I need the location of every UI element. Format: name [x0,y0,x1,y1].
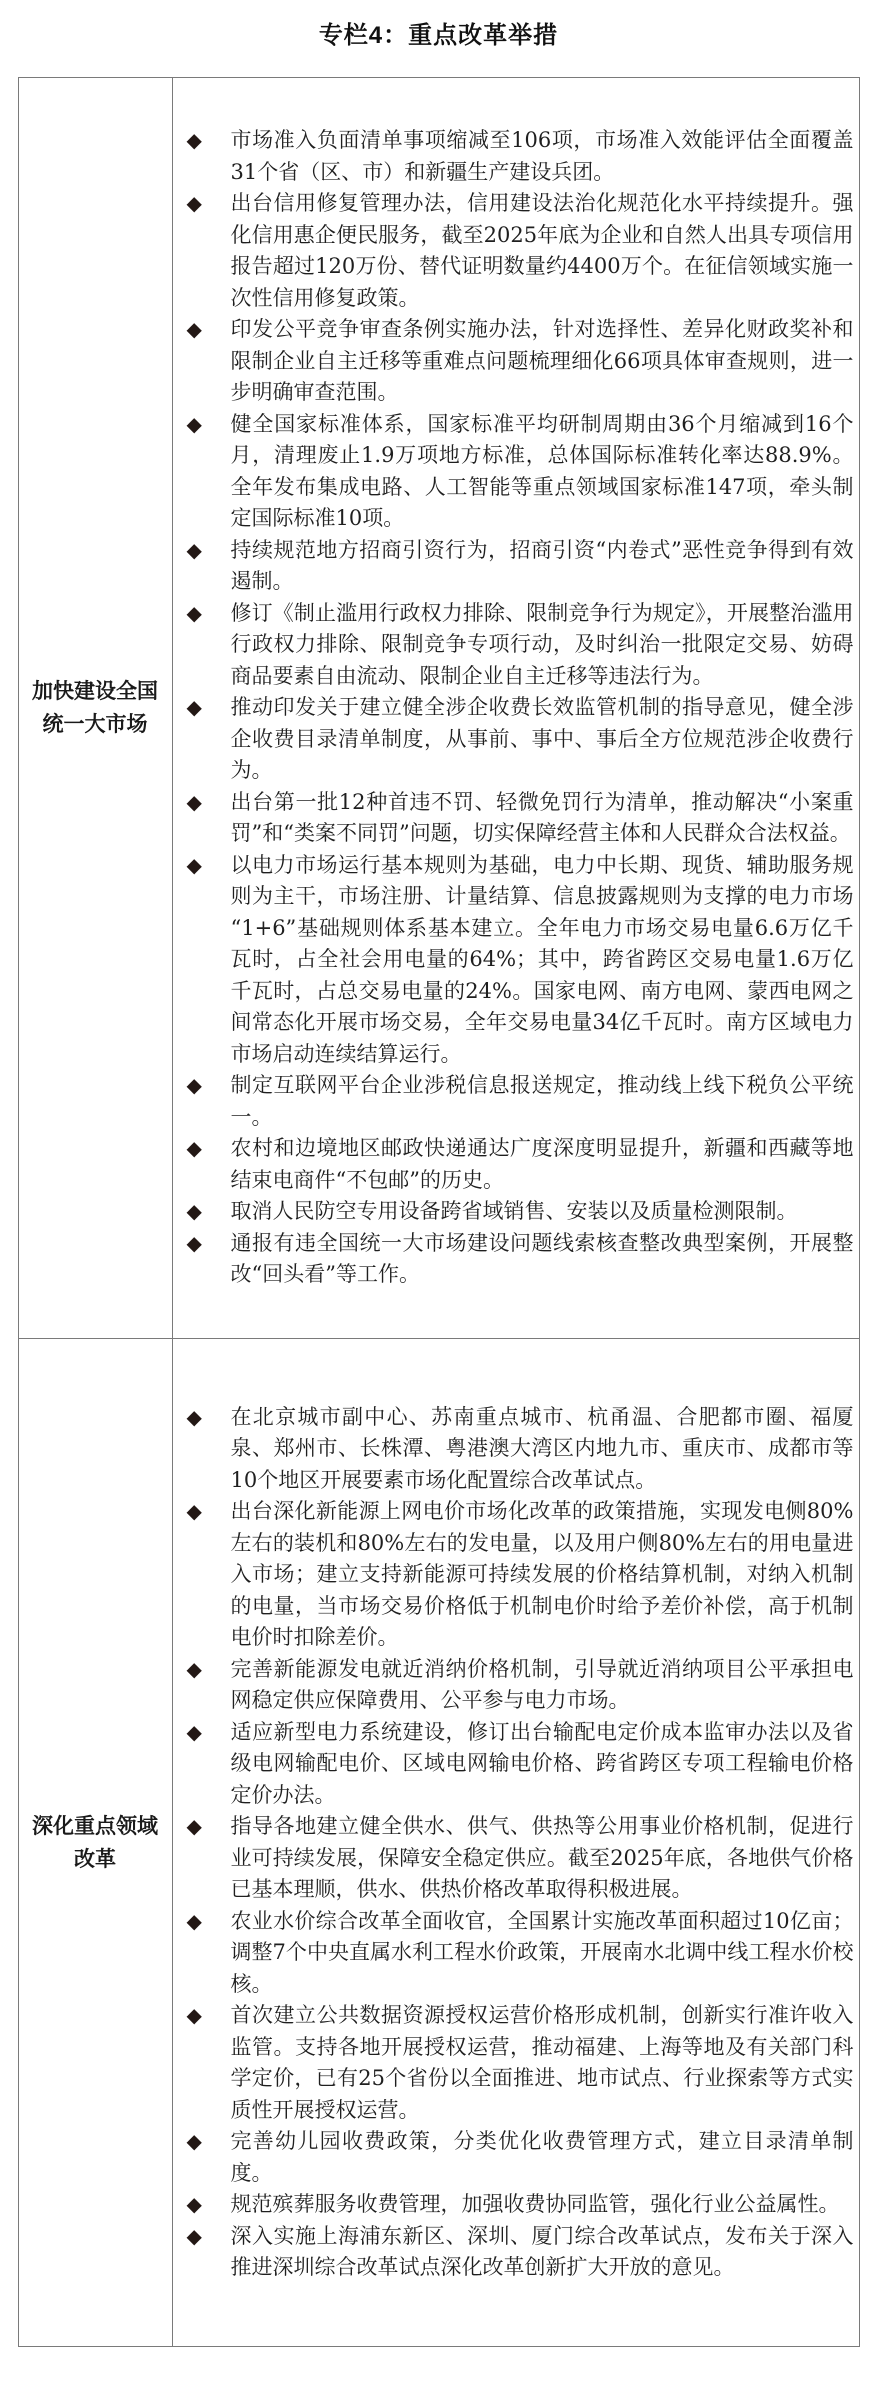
measure-text: 农业水价综合改革全面收官，全国累计实施改革面积超过10亿亩；调整7个中央直属水利工程水价政策，开展南水北调中线工程水价校核。 [230,1908,854,1996]
measure-text: 印发公平竞争审查条例实施办法，针对选择性、差异化财政奖补和限制企业自主迁移等重难点问题梳理细化66项具体审查规则，进一步明确审查范围。 [230,317,854,405]
diamond-bullet-icon: ◆ [186,1814,202,1838]
measure-text: 农村和边境地区邮政快递通达广度深度明显提升，新疆和西藏等地结束电商件“不包邮”的历史。 [230,1136,854,1192]
table-row [19,78,859,1338]
measure-item [187,1196,854,1228]
measure-item [187,787,854,850]
diamond-bullet-icon: ◆ [186,1719,202,1744]
measure-item [187,2189,854,2221]
row-label [19,78,173,1338]
diamond-bullet-icon: ◆ [186,1136,202,1161]
measure-item [187,1496,854,1654]
diamond-bullet-icon: ◆ [186,2003,202,2027]
measure-text: 出台深化新能源上网电价市场化改革的政策措施，实现发电侧80%左右的装机和80%左右的发电量，以及用户侧80%左右的用电量进入市场；建立支持新能源可持续发展的价格结算机制，对纳入机制的电量，当市场交易价格低于机制电价时给予差价补偿，高于机制电价时扣除差价。 [230,1499,854,1649]
row-content [173,1339,859,2346]
measure-text: 修订《制止滥用行政权力排除、限制竞争行为规定》，开展整治滥用行政权力排除、限制竞争专项行动，及时纠治一批限定交易、妨碍商品要素自由流动、限制企业自主迁移等违法行为。 [230,600,854,688]
measure-text: 在北京城市副中心、苏南重点城市、杭甬温、合肥都市圈、福厦泉、郑州市、长株潭、粤港澳大湾区内地九市、重庆市、成都市等10个地区开展要素市场化配置综合改革试点。 [230,1404,854,1492]
measure-text: 制定互联网平台企业涉税信息报送规定，推动线上线下税负公平统一。 [230,1073,854,1129]
diamond-bullet-icon: ◆ [186,317,202,342]
measure-text: 健全国家标准体系，国家标准平均研制周期由36个月缩减到16个月，清理废止1.9万项地方标准，总体国际标准转化率达88.9%。全年发布集成电路、人工智能等重点领域国家标准147项，牵头制定国际标准10项。 [230,411,854,531]
diamond-bullet-icon: ◆ [186,1230,202,1255]
row-label-line: 改革 [74,1847,116,1871]
diamond-bullet-icon: ◆ [186,2192,202,2216]
measure-item [187,314,854,409]
diamond-bullet-icon: ◆ [186,852,202,877]
measure-text: 出台第一批12种首违不罚、轻微免罚行为清单，推动解决“小案重罚”和“类案不同罚”问题，切实保障经营主体和人民群众合法权益。 [230,789,854,846]
measure-item [187,188,854,314]
measure-item [187,125,854,188]
measure-text: 通报有违全国统一大市场建设问题线索核查整改典型案例，开展整改“回头看”等工作。 [230,1230,854,1287]
row-label-line: 统一大市场 [42,713,148,736]
diamond-bullet-icon: ◆ [186,411,202,436]
measure-item [187,2000,854,2126]
measure-text: 指导各地建立健全供水、供气、供热等公用事业价格机制，促进行业可持续发展，保障安全稳定供应。截至2025年底，各地供气价格已基本理顺，供水、供热价格改革取得积极进展。 [230,1814,854,1901]
page-title: 专栏4：重点改革举措 [318,22,559,49]
reform-measures-table [18,77,860,2347]
measure-item [187,1228,854,1291]
measure-text: 推动印发关于建立健全涉企收费长效监管机制的指导意见，健全涉企收费目录清单制度，从事前、事中、事后全方位规范涉企收费行为。 [230,695,854,783]
measure-item [187,1717,854,1812]
diamond-bullet-icon: ◆ [186,2129,202,2153]
measure-item [187,1811,854,1906]
measure-text: 适应新型电力系统建设，修订出台输配电定价成本监审办法以及省级电网输配电价、区域电网输电价格、跨省跨区专项工程输电价格定价办法。 [230,1719,854,1807]
measure-text: 深入实施上海浦东新区、深圳、厦门综合改革试点，发布关于深入推进深圳综合改革试点深化改革创新扩大开放的意见。 [230,2223,854,2279]
measure-text: 取消人民防空专用设备跨省域销售、安装以及质量检测限制。 [230,1199,798,1224]
row-label-line: 深化重点领域 [32,1814,158,1838]
measure-list [187,125,854,1291]
measure-list [187,1402,854,2284]
measure-item [187,1402,854,1497]
row-content [173,78,859,1338]
diamond-bullet-icon: ◆ [186,191,202,216]
measure-item [187,2221,854,2284]
measure-item [187,1906,854,2001]
measure-item [187,1654,854,1717]
measure-item [187,850,854,1071]
diamond-bullet-icon: ◆ [186,1404,202,1429]
diamond-bullet-icon: ◆ [186,1499,202,1523]
row-label [19,1339,173,2346]
diamond-bullet-icon: ◆ [186,1656,202,1681]
measure-item [187,598,854,693]
measure-text: 以电力市场运行基本规则为基础，电力中长期、现货、辅助服务规则为主干，市场注册、计量结算、信息披露规则为支撑的电力市场“1+6”基础规则体系基本建立。全年电力市场交易电量6.6万亿千瓦时，占全社会用电量的64%；其中，跨省跨区交易电量1.6万亿千瓦时，占总交易电量的24%。国家电网、南方电网、蒙西电网之间常态化开展市场交易，全年交易电量34亿千瓦时。南方区域电力市场启动连续结算运行。 [230,852,854,1066]
diamond-bullet-icon: ◆ [186,537,202,562]
table-row [19,1338,859,2346]
measure-text: 完善新能源发电就近消纳价格机制，引导就近消纳项目公平承担电网稳定供应保障费用、公平参与电力市场。 [230,1656,854,1712]
measure-item [187,1070,854,1133]
diamond-bullet-icon: ◆ [186,128,202,153]
row-label-line: 加快建设全国 [32,680,158,703]
diamond-bullet-icon: ◆ [186,1073,202,1098]
measure-text: 首次建立公共数据资源授权运营价格形成机制，创新实行准许收入监管。支持各地开展授权运营，推动福建、上海等地及有关部门科学定价，已有25个省份以全面推进、地市试点、行业探索等方式实质性开展授权运营。 [230,2003,854,2122]
diamond-bullet-icon: ◆ [186,789,202,814]
diamond-bullet-icon: ◆ [186,1199,202,1224]
diamond-bullet-icon: ◆ [186,695,202,720]
measure-item [187,409,854,535]
measure-text: 完善幼儿园收费政策，分类优化收费管理方式，建立目录清单制度。 [230,2129,854,2185]
measure-text: 规范殡葬服务收费管理，加强收费协同监管，强化行业公益属性。 [230,2192,840,2216]
diamond-bullet-icon: ◆ [186,2223,202,2248]
measure-text: 持续规范地方招商引资行为，招商引资“内卷式”恶性竞争得到有效遏制。 [230,537,854,594]
diamond-bullet-icon: ◆ [186,1908,202,1933]
measure-item [187,2126,854,2189]
measure-item [187,692,854,787]
diamond-bullet-icon: ◆ [186,600,202,625]
measure-text: 出台信用修复管理办法，信用建设法治化规范化水平持续提升。强化信用惠企便民服务，截至2025年底为企业和自然人出具专项信用报告超过120万份、替代证明数量约4400万个。在征信领域实施一次性信用修复政策。 [230,191,854,310]
measure-text: 市场准入负面清单事项缩减至106项，市场准入效能评估全面覆盖31个省（区、市）和新疆生产建设兵团。 [230,128,854,184]
measure-item [187,1133,854,1196]
measure-item [187,535,854,598]
